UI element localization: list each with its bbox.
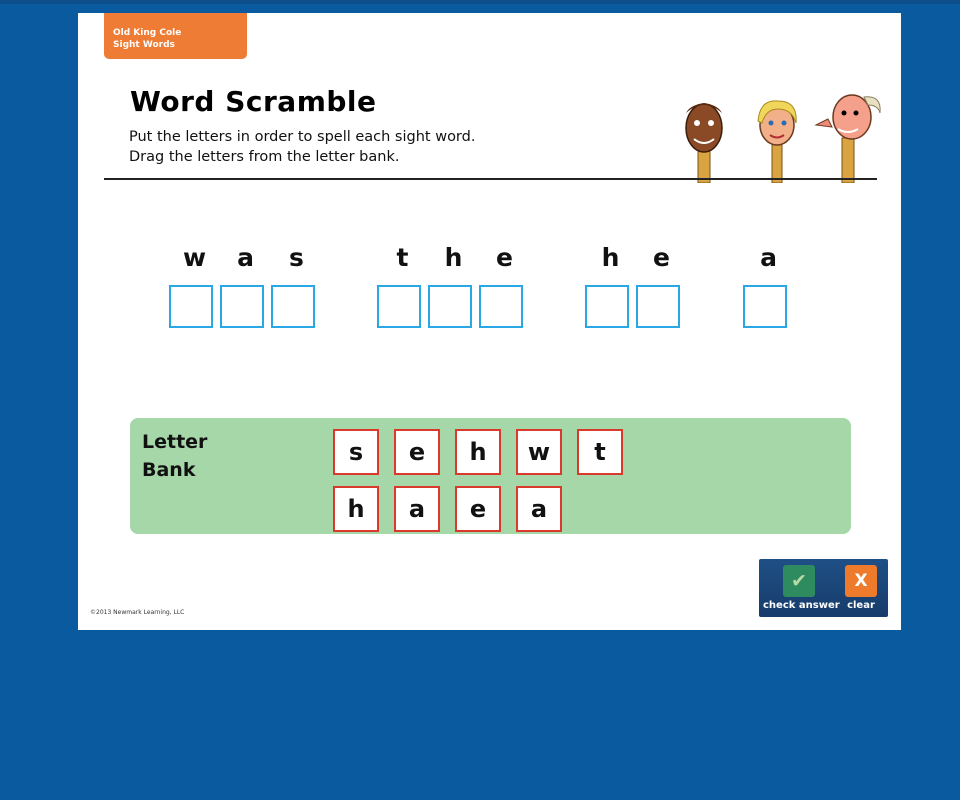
word-he <box>585 243 687 328</box>
word-letter: a <box>760 243 777 272</box>
word-letter: t <box>396 243 409 272</box>
answer-drop-box[interactable] <box>271 285 315 328</box>
answer-drop-box[interactable] <box>743 285 787 328</box>
instructions <box>129 127 475 167</box>
instruction-line-2: Drag the letters from the letter bank. <box>129 149 400 165</box>
top-bar <box>0 0 960 4</box>
letter-bank-label <box>142 428 222 484</box>
copyright: ©2013 Newmark Learning, LLC <box>90 609 185 616</box>
tag-line-1: Old King Cole <box>113 28 182 38</box>
answer-drop-box[interactable] <box>169 285 213 328</box>
checkmark-icon: ✔ <box>783 565 815 597</box>
answer-drop-box[interactable] <box>428 285 472 328</box>
letter-tiles <box>333 429 638 543</box>
letter-tile[interactable]: a <box>516 486 562 532</box>
word-a <box>743 243 794 328</box>
bank-label-line-1: Letter <box>142 431 208 453</box>
word-was <box>169 243 322 328</box>
letter-tile[interactable]: t <box>577 429 623 475</box>
letter-tile[interactable]: e <box>394 429 440 475</box>
word-letter: e <box>496 243 513 272</box>
page-title: Word Scramble <box>130 85 377 118</box>
clear-label: clear <box>847 600 875 611</box>
check-answer-button[interactable] <box>763 565 840 611</box>
answer-drop-box[interactable] <box>636 285 680 328</box>
answer-drop-box[interactable] <box>479 285 523 328</box>
letter-tile[interactable]: w <box>516 429 562 475</box>
check-answer-label: check answer <box>763 600 840 611</box>
word-the <box>377 243 530 328</box>
word-letter: s <box>289 243 304 272</box>
answer-drop-box[interactable] <box>220 285 264 328</box>
word-letter: w <box>182 243 207 272</box>
answer-drop-box[interactable] <box>377 285 421 328</box>
word-letter: a <box>237 243 254 272</box>
letter-tile[interactable]: a <box>394 486 440 532</box>
tag-line-2: Sight Words <box>113 40 175 50</box>
control-panel <box>759 559 888 617</box>
letter-tile[interactable]: e <box>455 486 501 532</box>
puppets-illustration <box>678 83 898 183</box>
story-tag <box>104 13 247 59</box>
clear-button[interactable] <box>841 565 881 611</box>
letter-tile[interactable]: s <box>333 429 379 475</box>
word-letter: e <box>653 243 670 272</box>
letter-tile[interactable]: h <box>333 486 379 532</box>
answer-drop-box[interactable] <box>585 285 629 328</box>
x-icon: X <box>845 565 877 597</box>
word-letter: h <box>444 243 463 272</box>
instruction-line-1: Put the letters in order to spell each sight word. <box>129 129 476 145</box>
activity-page <box>78 13 901 630</box>
letter-tile[interactable]: h <box>455 429 501 475</box>
letter-bank <box>130 418 851 534</box>
word-letter: h <box>601 243 620 272</box>
bank-label-line-2: Bank <box>142 459 196 481</box>
header-divider <box>104 178 877 180</box>
